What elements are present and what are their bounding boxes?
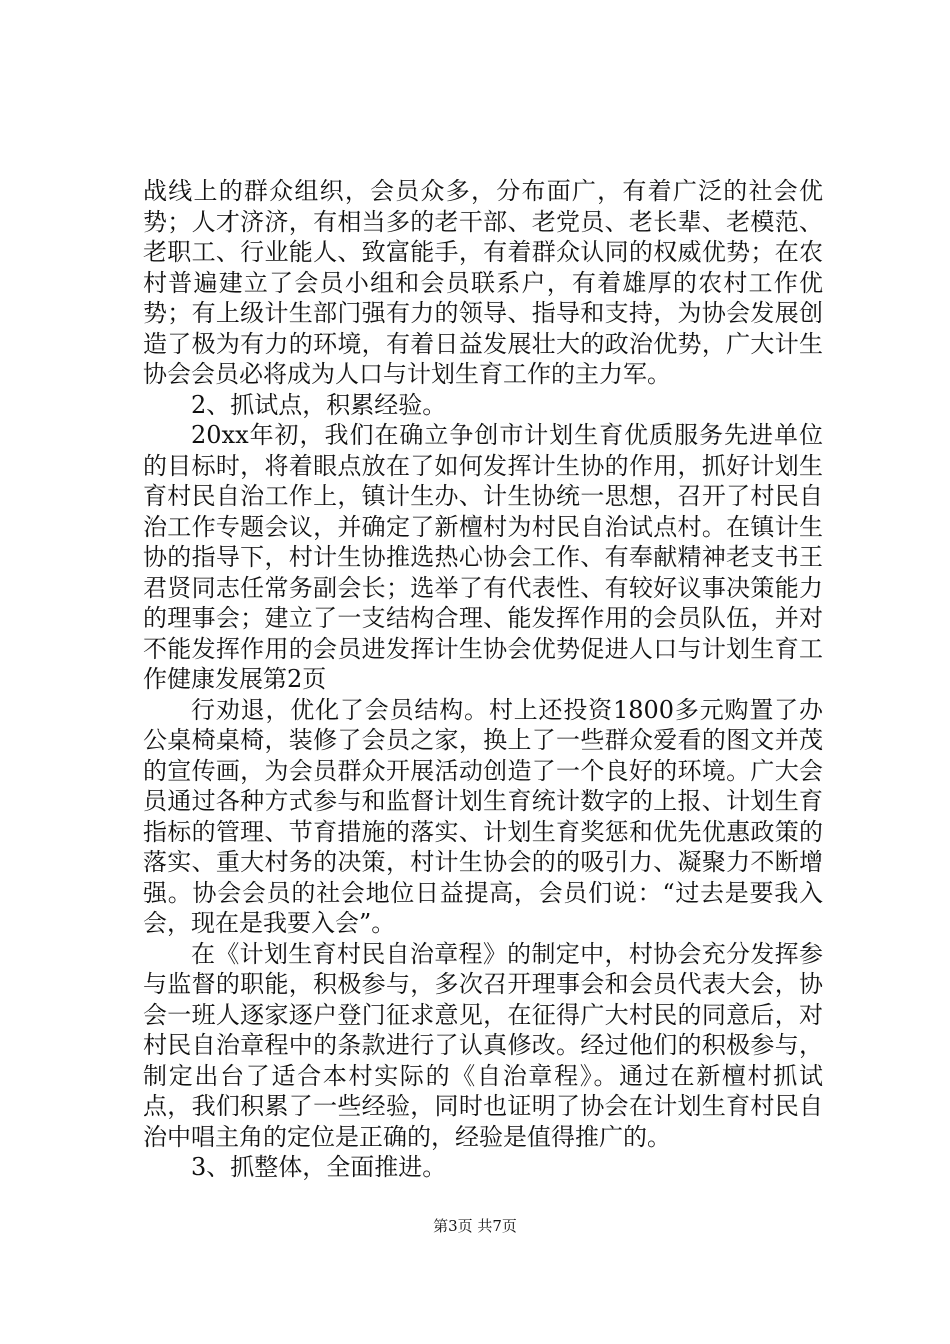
paragraph-1: 战线上的群众组织，会员众多，分布面广，有着广泛的社会优势；人才济济，有相当多的老干部、老党员、老长辈、老模范、老职工、行业能人、致富能手，有着群众认同的权威优势；在农村普遍建立了会员小组和会员联系户，有着雄厚的农村工作优势；有上级计生部门强有力的领导、指导和支持，为协会发展创造了极为有力的环境，有着日益发展壮大的政治优势，广大计生协会会员必将成为人口与计划生育工作的主力军。 — [143, 177, 823, 388]
paragraph-6-heading: 3、抓整体，全面推进。 — [191, 1153, 447, 1181]
paragraph-3: 20xx年初，我们在确立争创市计划生育优质服务先进单位的目标时，将着眼点放在了如何发挥计生协的作用，抓好计划生育村民自治工作上，镇计生办、计生协统一思想，召开了村民自治工作专题会议，并确定了新檀村为村民自治试点村。在镇计生协的指导下，村计生协推选热心协会工作、有奉献精神老支书王君贤同志任常务副会长；选举了有代表性、有较好议事决策能力的理事会；建立了一支结构合理、能发挥作用的会员队伍，并对不能发挥作用的会员进发挥计生协会优势促进人口与计划生育工作健康发展第2页 — [143, 421, 823, 693]
page-footer: 第3页 共7页 — [433, 1217, 517, 1235]
paragraph-5: 在《计划生育村民自治章程》的制定中，村协会充分发挥参与监督的职能，积极参与，多次召开理事会和会员代表大会，协会一班人逐家逐户登门征求意见，在征得广大村民的同意后，对村民自治章程中的条款进行了认真修改。经过他们的积极参与，制定出台了适合本村实际的《自治章程》。通过在新檀村抓试点，我们积累了一些经验，同时也证明了协会在计划生育村民自治中唱主角的定位是正确的，经验是值得推广的。 — [143, 939, 823, 1151]
document-body — [143, 176, 823, 1183]
paragraph-2-heading: 2、抓试点，积累经验。 — [191, 390, 447, 419]
paragraph-4: 行劝退，优化了会员结构。村上还投资1800多元购置了办公桌椅桌椅，装修了会员之家，换上了一些群众爱看的图文并茂的宣传画，为会员群众开展活动创造了一个良好的环境。广大会员通过各种方式参与和监督计划生育统计数字的上报、计划生育指标的管理、节育措施的落实、计划生育奖惩和优先优惠政策的落实、重大村务的决策，村计生协会的的吸引力、凝聚力不断增强。协会会员的社会地位日益提高，会员们说：“过去是要我入会，现在是我要入会”。 — [143, 695, 823, 937]
